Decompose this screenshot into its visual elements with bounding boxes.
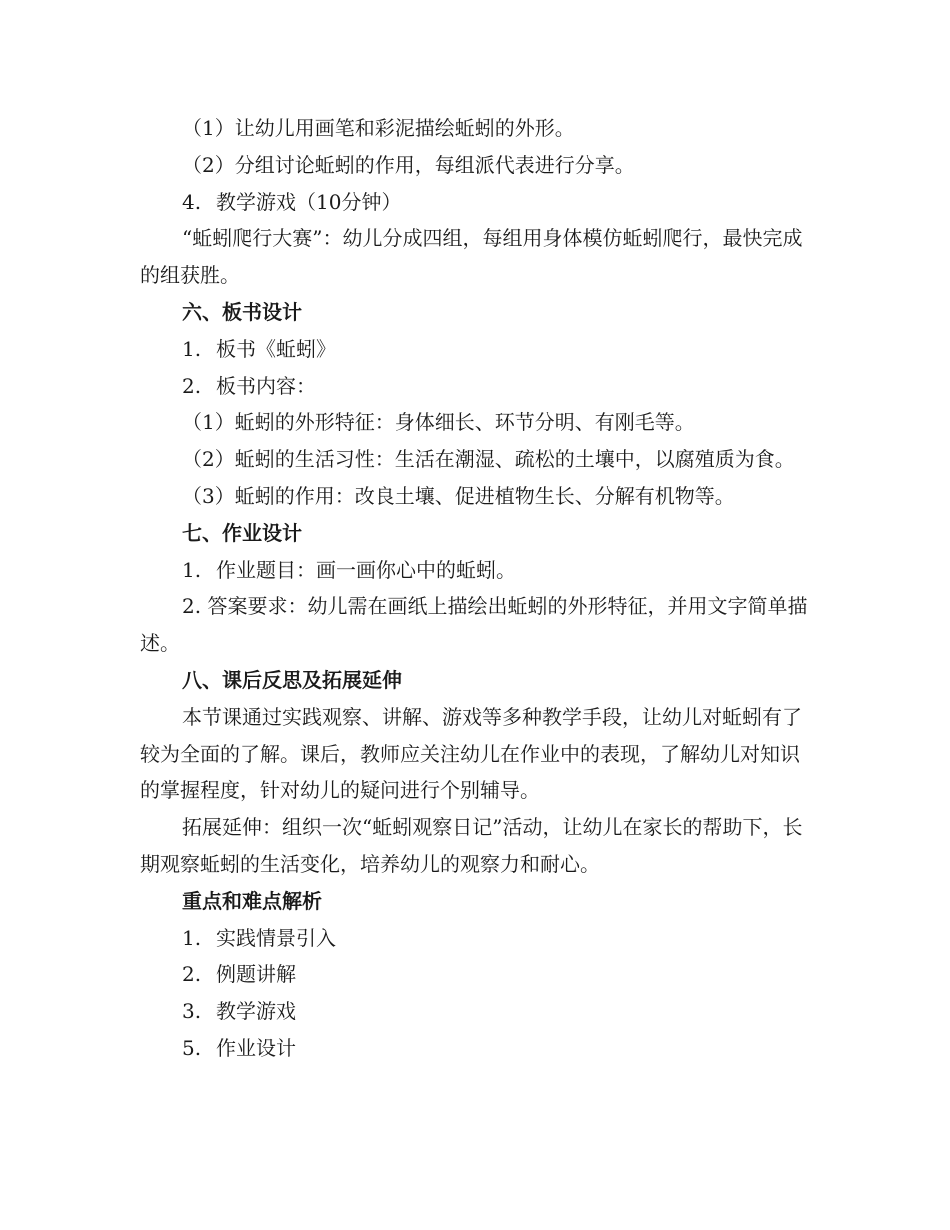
list-number: 2. xyxy=(182,962,202,987)
list-item-teaching-game xyxy=(140,184,810,221)
paragraph-homework-requirement: 2. 答案要求：幼儿需在画纸上描绘出蚯蚓的外形特征，并用文字简单描述。 xyxy=(140,594,808,656)
list-number: 1. xyxy=(182,557,202,582)
list-number: 1. xyxy=(182,925,202,950)
list-item-key-2 xyxy=(140,956,810,993)
list-item-label: 实践情景引入 xyxy=(216,925,336,950)
list-item-label: 作业题目：画一画你心中的蚯蚓。 xyxy=(216,557,516,582)
list-item-key-3 xyxy=(140,993,810,1030)
section-heading-board-design: 六、板书设计 xyxy=(182,299,302,324)
list-number: 4. xyxy=(182,189,202,214)
paragraph-reflection: 本节课通过实践观察、讲解、游戏等多种教学手段，让幼儿对蚯蚓有了较为全面的了解。课后，教师应关注幼儿在作业中的表现，了解幼儿对知识的掌握程度，针对幼儿的疑问进行个别辅导。 xyxy=(140,704,802,803)
list-item-label: 教学游戏（10分钟） xyxy=(216,189,402,214)
document-body xyxy=(140,110,810,1067)
paragraph-game-description: “蚯蚓爬行大赛”：幼儿分成四组，每组用身体模仿蚯蚓爬行，最快完成的组获胜。 xyxy=(140,226,803,288)
paragraph-extension: 拓展延伸：组织一次“蚯蚓观察日记”活动，让幼儿在家长的帮助下，长期观察蚯蚓的生活变化，培养幼儿的观察力和耐心。 xyxy=(140,815,803,876)
section-heading-homework: 七、作业设计 xyxy=(182,520,302,545)
list-number: 5. xyxy=(182,1035,202,1060)
section-heading-key-points: 重点和难点解析 xyxy=(182,888,322,913)
list-number: 3. xyxy=(182,999,202,1024)
paragraph-activity-1: （1）让幼儿用画笔和彩泥描绘蚯蚓的外形。 xyxy=(182,116,575,140)
list-item-label: 例题讲解 xyxy=(216,962,296,987)
paragraph-board-shape: （1）蚯蚓的外形特征：身体细长、环节分明、有刚毛等。 xyxy=(182,410,695,435)
paragraph-board-function: （3）蚯蚓的作用：改良土壤、促进植物生长、分解有机物等。 xyxy=(182,483,735,508)
list-number: 2. xyxy=(182,373,202,398)
paragraph-board-habits: （2）蚯蚓的生活习性：生活在潮湿、疏松的土壤中，以腐殖质为食。 xyxy=(182,447,795,472)
list-item-key-5 xyxy=(140,1030,810,1067)
section-heading-reflection: 八、课后反思及拓展延伸 xyxy=(182,667,402,692)
paragraph-activity-2: （2）分组讨论蚯蚓的作用，每组派代表进行分享。 xyxy=(182,152,635,177)
list-item-label: 作业设计 xyxy=(216,1035,296,1060)
list-number: 1. xyxy=(182,336,202,361)
list-item-label: 板书内容： xyxy=(216,373,316,398)
list-item-label: 板书《蚯蚓》 xyxy=(216,336,336,361)
list-item-key-1 xyxy=(140,920,810,957)
list-item-board-title xyxy=(140,331,810,368)
list-item-board-content xyxy=(140,368,810,405)
list-item-homework-topic xyxy=(140,552,810,589)
list-item-label: 教学游戏 xyxy=(216,999,296,1024)
